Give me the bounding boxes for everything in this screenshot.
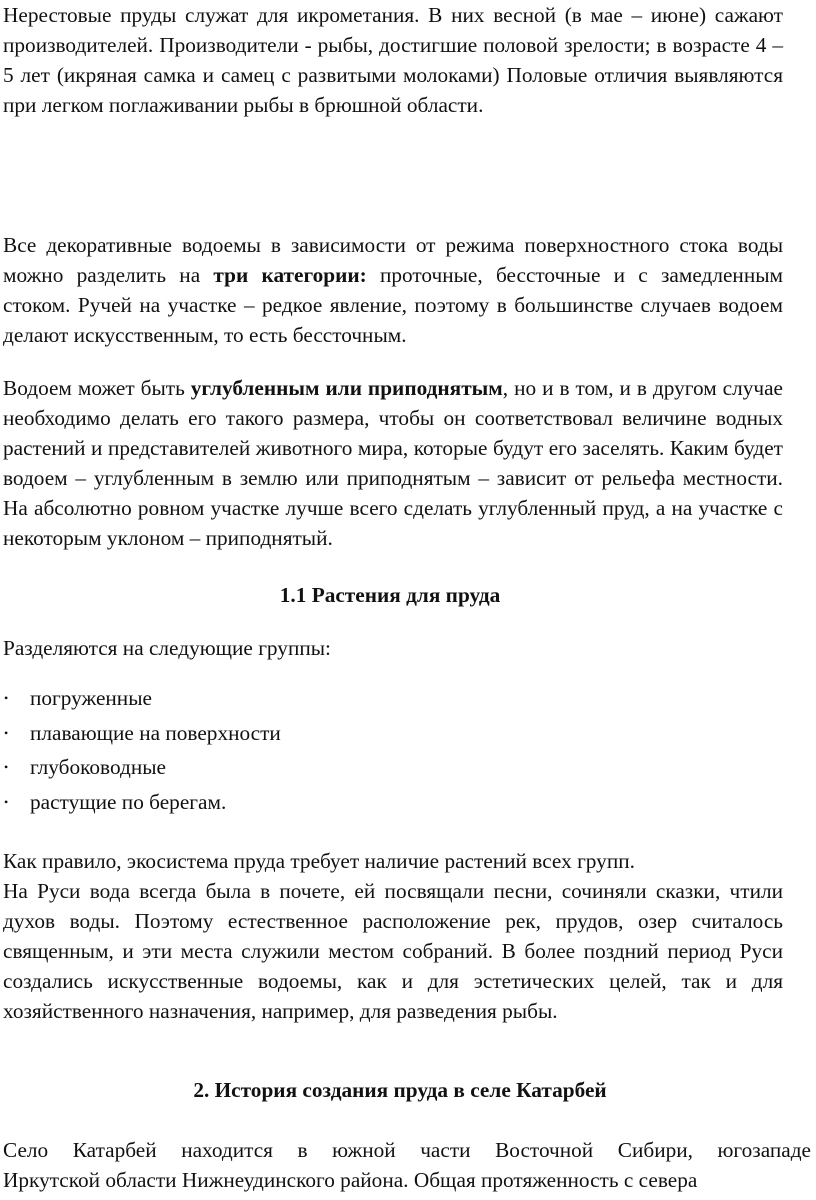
list-item <box>0 683 281 718</box>
paragraph-history-rus: На Руси вода всегда была в почете, ей посвящали песни, сочиняли сказки, чтили духов воды. Поэтому естественное расположение рек, прудов, озер считалось священным, и эти места служили местом собраний. В более поздний период Руси создались искусственные водоемы, как и для эстетических целей, так и для хозяйственного назначения, например, для разведения рыбы. <box>3 879 783 1023</box>
text-run: Все декоративные водоемы в зависимости от режима поверхностного стока воды можно разделить на <box>3 233 783 287</box>
bullet-icon: • <box>4 794 9 809</box>
bullet-icon: • <box>4 760 9 774</box>
bullet-icon: • <box>4 725 9 740</box>
text-run: Водоем может быть <box>3 376 191 400</box>
section-heading-history: 2. История создания пруда в селе Катарбей <box>193 1078 607 1102</box>
list-item <box>0 752 281 787</box>
text-run: , но и в том, и в другом случае необходимо делать его такого размера, чтобы он соответствовал величине водных растений и представителей животного мира, которые будут его заселять. Каким будет водоем – углубленным в землю или приподнятым – зависит от рельефа местности. На абсолютно ровном участке лучше всего сделать углубленный пруд, а на участке с некоторым уклоном – приподнятый. <box>3 376 783 550</box>
paragraph-katarbey-line-1: Село Катарбей находится в южной части Восточной Сибири, югозападе <box>3 1138 811 1162</box>
section-heading-plants: 1.1 Растения для пруда <box>279 583 501 607</box>
list-item <box>0 787 281 822</box>
bullet-icon: • <box>4 691 9 705</box>
bold-text: три категории: <box>213 263 367 287</box>
paragraph-groups-intro: Разделяются на следующие группы: <box>3 636 331 660</box>
list-item-text: растущие по берегам. <box>30 789 227 814</box>
plant-groups-list <box>0 683 281 821</box>
paragraph-ecosystem: Как правило, экосистема пруда требует наличие растений всех групп. <box>3 849 635 873</box>
paragraph-katarbey-line-2: Иркутской области Нижнеудинского района. Общая протяженность с севера <box>3 1168 698 1192</box>
text-run: проточные, бессточные и с замедленным стоком. Ручей на участке – редкое явление, поэтому в большинстве случаев водоем делают искусственным, то есть бессточным. <box>3 263 783 347</box>
list-item-text: плавающие на поверхности <box>30 720 281 745</box>
list-item <box>0 718 281 753</box>
list-item-text: глубоководные <box>30 755 166 779</box>
paragraph-pond-types <box>3 373 783 553</box>
list-item-text: погруженные <box>30 686 152 710</box>
paragraph-pond-categories <box>3 230 783 350</box>
paragraph-spawning-ponds: Нерестовые пруды служат для икрометания. В них весной (в мае – июне) сажают производителей. Производители - рыбы, достигшие половой зрелости; в возрасте 4 – 5 лет (икряная самка и самец с развитыми молоками) Половые отличия выявляются при легком поглаживании рыбы в брюшной области. <box>3 3 783 117</box>
bold-text: углубленным или приподнятым <box>190 376 503 400</box>
